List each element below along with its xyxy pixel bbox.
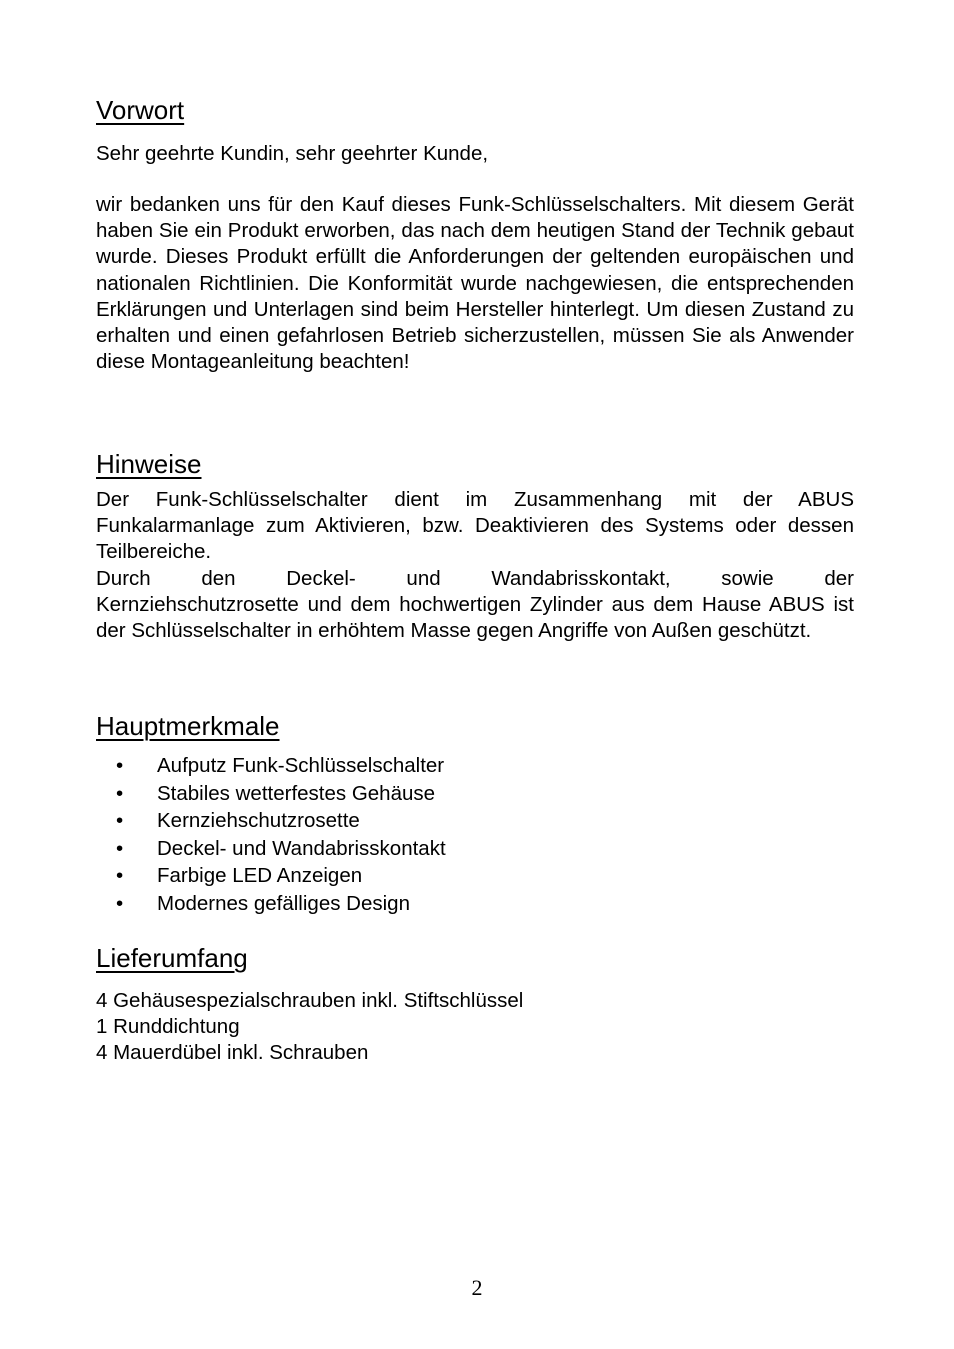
list-item: • Aufputz Funk-Schlüsselschalter [96,752,854,780]
bullet-icon: • [116,891,124,915]
list-item: • Stabiles wetterfestes Gehäuse [96,780,854,808]
hinweise-paragraph-1: Der Funk-Schlüsselschalter dient im Zusammenhang mit der ABUS Funkalarmanlage zum Aktivieren, bzw. Deaktivieren des Systems oder dessen Teilbereiche. [96,488,854,564]
heading-hauptmerkmale: Hauptmerkmale [96,711,280,741]
delivery-item-3: 4 Mauerdübel inkl. Schrauben [96,1041,369,1064]
list-item: • Deckel- und Wandabrisskontakt [96,835,854,863]
bullet-icon: • [116,809,124,833]
salutation: Sehr geehrte Kundin, sehr geehrter Kunde, [96,142,489,165]
heading-vorwort: Vorwort [96,95,185,125]
bullet-icon: • [116,864,124,888]
heading-hinweise: Hinweise [96,449,202,479]
delivery-item-2: 1 Runddichtung [96,1015,240,1038]
features-list [96,752,854,918]
list-item: • Farbige LED Anzeigen [96,862,854,890]
bullet-icon: • [116,781,124,805]
list-item: • Kernziehschutzrosette [96,807,854,835]
bullet-icon: • [116,836,124,860]
delivery-item-1: 4 Gehäusespezialschrauben inkl. Stiftschlüssel [96,989,524,1012]
list-item: • Modernes gefälliges Design [96,890,854,918]
hinweise-paragraph-2: Kernziehschutzrosette und dem hochwertigen Zylinder aus dem Hause ABUS ist der Schlüsselschalter in erhöhtem Masse gegen Angriffe von Außen geschützt. [96,593,854,643]
heading-lieferumfang: Lieferumfang [96,943,248,973]
bullet-icon: • [116,754,124,777]
vorwort-paragraph: wir bedanken uns für den Kauf dieses Funk-Schlüsselschalters. Mit diesem Gerät haben Sie ein Produkt erworben, das nach dem heutigen Stand der Technik gebaut wurde. Dieses Produkt erfüllt die Anforderungen der geltenden europäischen und nationalen Richtlinien. Die Konformität wurde nachgewiesen, die entsprechenden Erklärungen und Unterlagen sind beim Hersteller hinterlegt. Um diesen Zustand zu erhalten und einen gefahrlosen Betrieb sicherzustellen, müssen Sie als Anwender diese Montageanleitung beachten! [96,193,854,374]
page-number: 2 [471,1275,483,1300]
hinweise-paragraph-2-line-1: Durch den Deckel- und Wandabrisskontakt, sowie der [96,567,854,590]
